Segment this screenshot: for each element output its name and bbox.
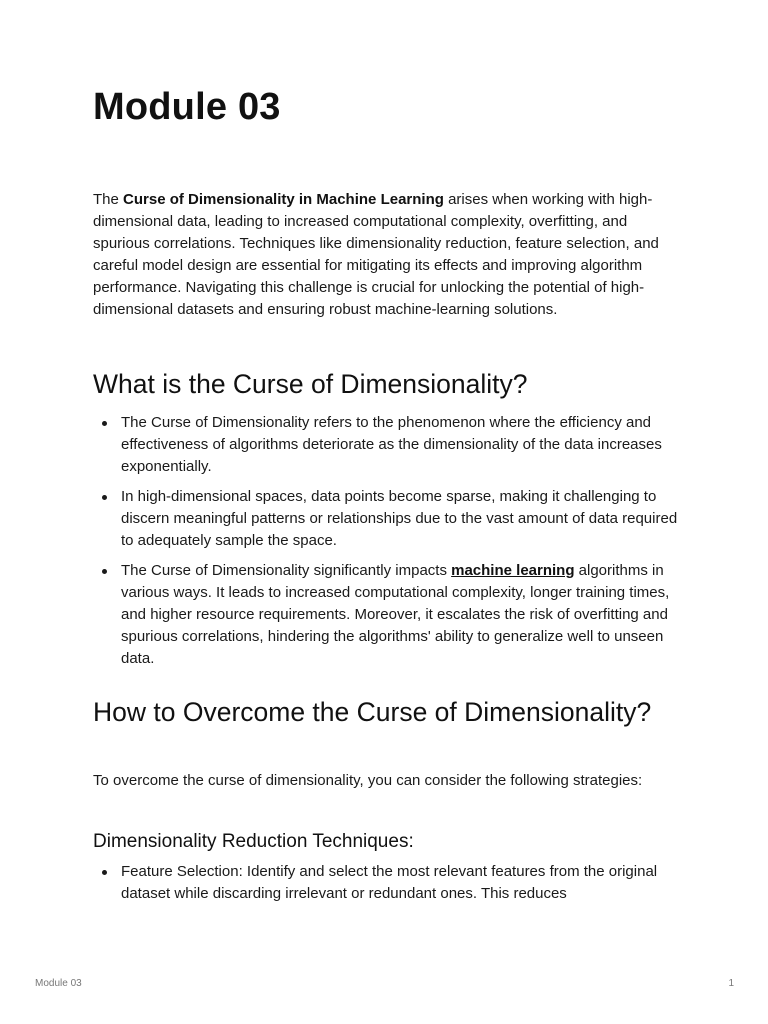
bullet-dot-icon — [102, 421, 107, 426]
intro-prefix: The — [93, 191, 124, 208]
heading-what-is-curse: What is the Curse of Dimensionality? — [93, 369, 528, 399]
bullet-dot-icon — [102, 495, 107, 500]
subheading-dimensionality-reduction: Dimensionality Reduction Techniques: — [93, 831, 414, 852]
intro-bold-term: Curse of Dimensionality in Machine Learning — [123, 191, 444, 208]
list-item — [93, 861, 683, 905]
intro-rest: arises when working with high-dimensional data, leading to increased computational complexity, overfitting, and spurious correlations. Techniques like dimensionality reduction, feature selection, and careful model design are essential for mitigating its effects and improving algorithm performance. Navigating this challenge is crucial for unlocking the potential of high-dimensional datasets and ensuring robust machine-learning solutions. — [93, 191, 659, 318]
list-item — [93, 560, 683, 670]
list-item-text: Feature Selection: Identify and select the most relevant features from the original dataset while discarding irrelevant or redundant ones. This reduces — [121, 863, 658, 902]
machine-learning-link[interactable]: machine learning — [451, 562, 575, 579]
list-item-text: In high-dimensional spaces, data points become sparse, making it challenging to discern meaningful patterns or relationships due to the vast amount of data required to adequately sample the space. — [121, 488, 678, 549]
list-item-text-rest: algorithms in various ways. It leads to increased computational complexity, longer training times, and higher resource requirements. Moreover, it escalates the risk of overfitting and spurious correlations, hindering the algorithms' ability to generalize well to unseen data. — [121, 562, 670, 667]
bullet-dot-icon — [102, 870, 107, 875]
intro-paragraph — [93, 189, 683, 321]
dimensionality-bullet-list — [93, 861, 683, 905]
bullet-dot-icon — [102, 569, 107, 574]
what-bullet-list — [93, 412, 683, 678]
footer-page-number: 1 — [728, 978, 734, 989]
how-intro-paragraph: To overcome the curse of dimensionality, you can consider the following strategies: — [93, 772, 643, 789]
page-title: Module 03 — [93, 86, 281, 128]
list-item-text: The Curse of Dimensionality refers to the phenomenon where the efficiency and effectiveness of algorithms deteriorate as the dimensionality of the data increases exponentially. — [121, 414, 662, 475]
list-item — [93, 486, 683, 552]
heading-how-to-overcome: How to Overcome the Curse of Dimensionality? — [93, 697, 652, 727]
list-item — [93, 412, 683, 478]
footer-module-label: Module 03 — [35, 978, 82, 989]
list-item-text-prefix: The Curse of Dimensionality significantly impacts — [121, 562, 452, 579]
